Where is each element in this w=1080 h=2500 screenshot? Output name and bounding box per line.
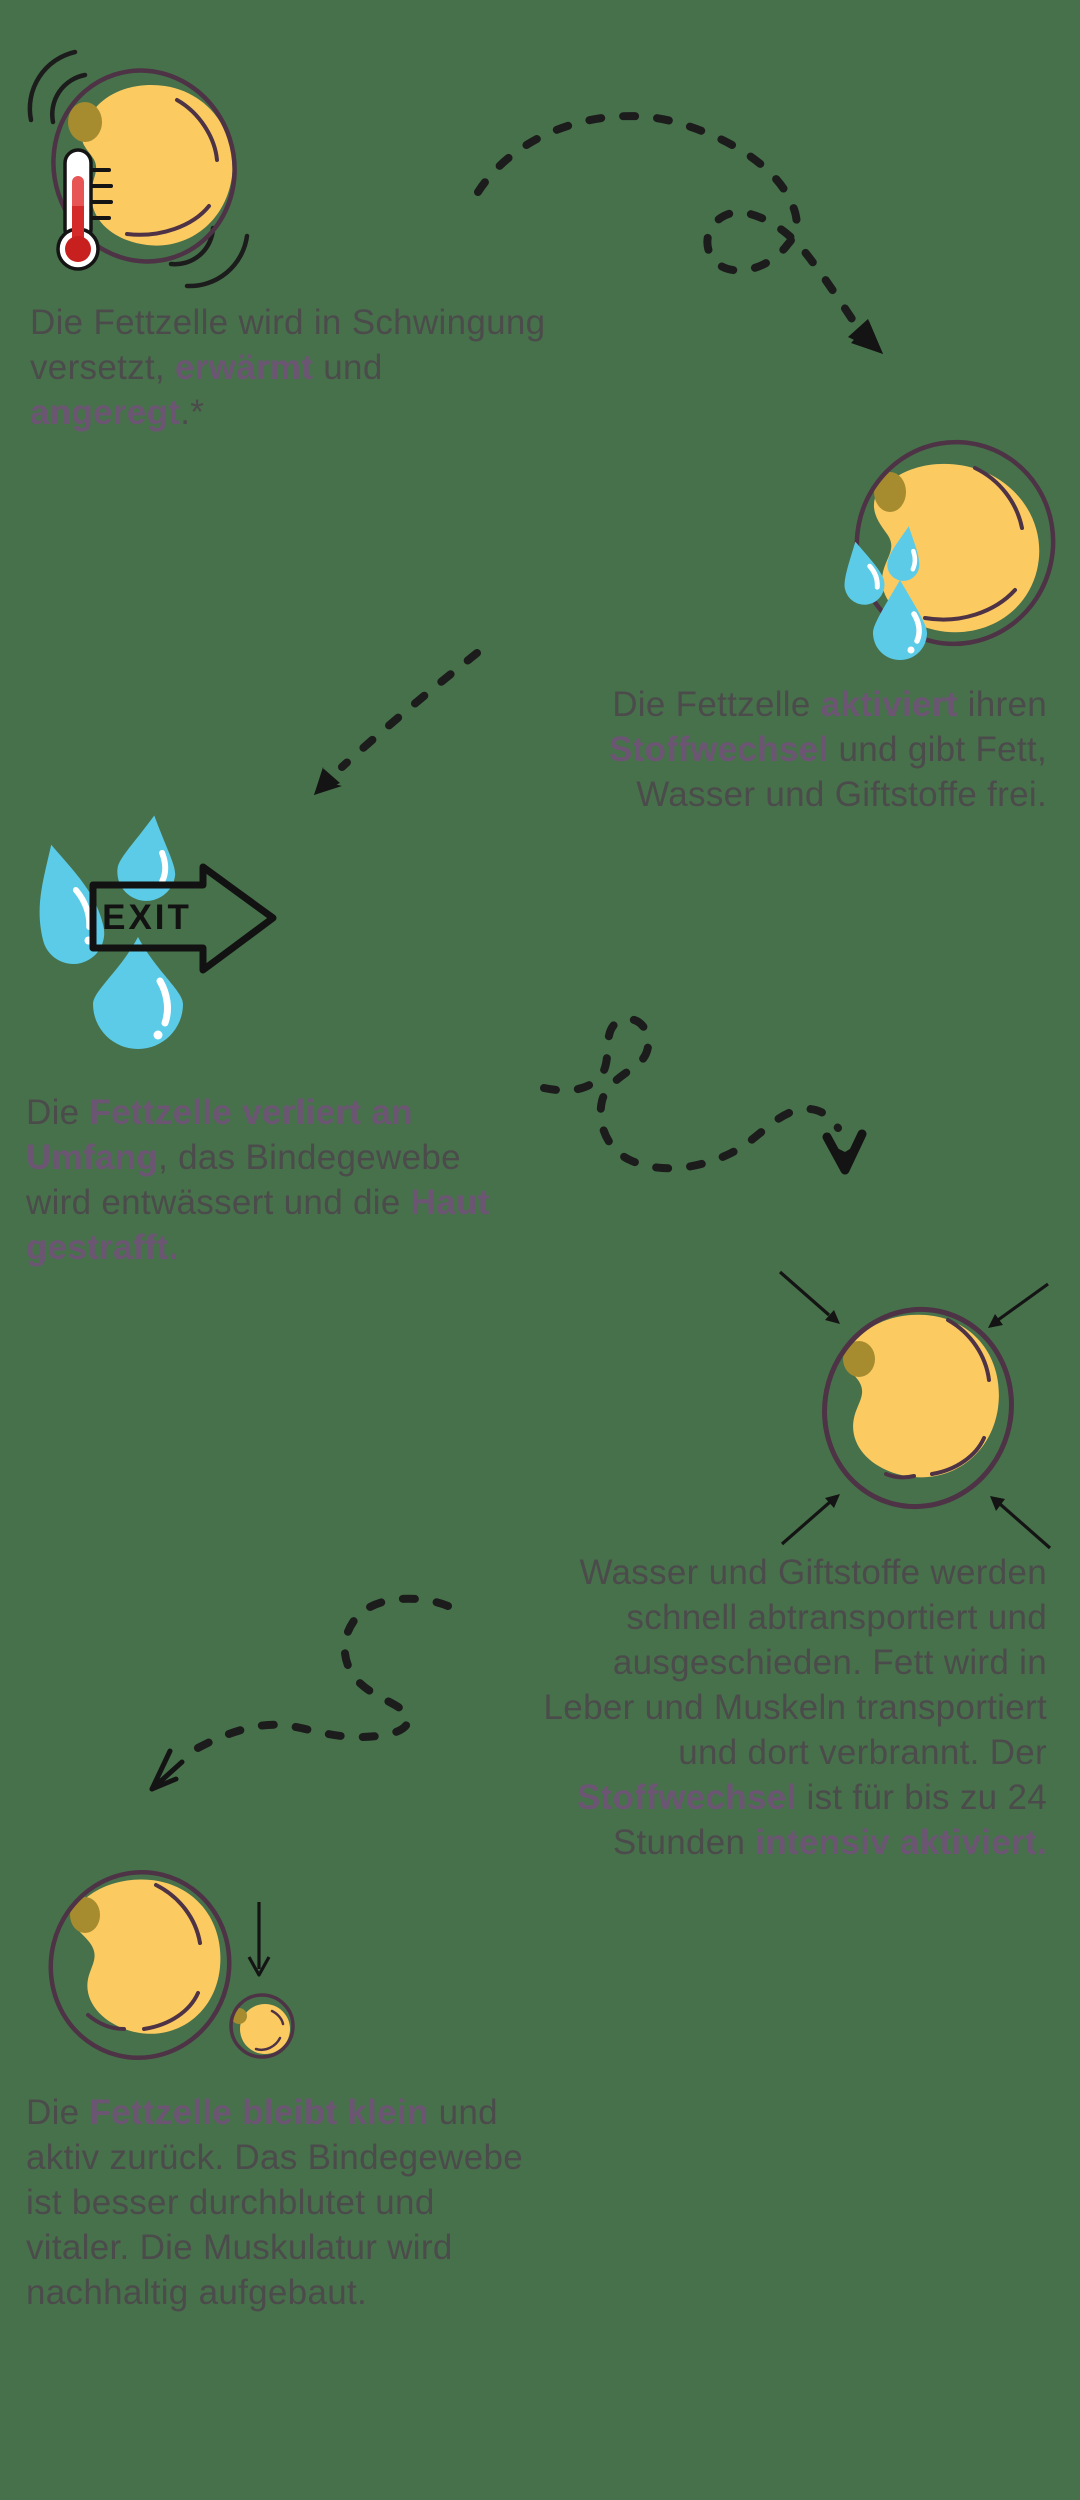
step-4-caption: Wasser und Giftstoffe werden schnell abtransportiert und ausgeschieden. Fett wird in Leber und Muskeln transportiert und dort verbrannt. Der Stoffwechsel ist für bis zu 24 Stunden intensiv aktiviert. bbox=[543, 1553, 1047, 1862]
cell-nucleus bbox=[68, 102, 102, 142]
down-arrow-icon bbox=[249, 1902, 269, 1975]
water-drops-exit-illustration bbox=[20, 805, 290, 1050]
dashed-arrow-3-icon bbox=[530, 1000, 870, 1185]
fat-cell-compressed-illustration bbox=[736, 1228, 1080, 1558]
dashed-arrow-2-icon bbox=[290, 625, 500, 815]
step-1-caption: Die Fettzelle wird in Schwingung versetzt, erwärmt und angeregt.* bbox=[30, 303, 546, 432]
fat-cell-icon bbox=[31, 1853, 249, 2073]
vibrating-fat-cell-illustration bbox=[25, 38, 255, 303]
step-2-caption: Die Fettzelle aktiviert ihren Stoffwechsel und gibt Fett, Wasser und Giftstoffe frei. bbox=[608, 685, 1047, 814]
fat-cell-icon bbox=[838, 428, 1065, 662]
exit-label: EXIT bbox=[102, 898, 192, 937]
dashed-arrow-4-icon bbox=[118, 1558, 458, 1803]
fat-cell-releasing-drops-illustration bbox=[775, 428, 1065, 673]
dashed-arrow-1-icon bbox=[440, 82, 940, 382]
exit-arrow-sign-icon bbox=[93, 867, 273, 970]
shrunken-fat-cell-illustration bbox=[28, 1853, 348, 2073]
step-3-caption: Die Fettzelle verliert an Umfang, das Bindegewebe wird entwässert und die Haut gestrafft. bbox=[26, 1093, 490, 1267]
small-fat-cell-icon bbox=[231, 1995, 293, 2057]
step-5-caption: Die Fettzelle bleibt klein und aktiv zurück. Das Bindegewebe ist besser durchblutet und vitaler. Die Muskulatur wird nachhaltig aufgebaut. bbox=[26, 2093, 524, 2312]
